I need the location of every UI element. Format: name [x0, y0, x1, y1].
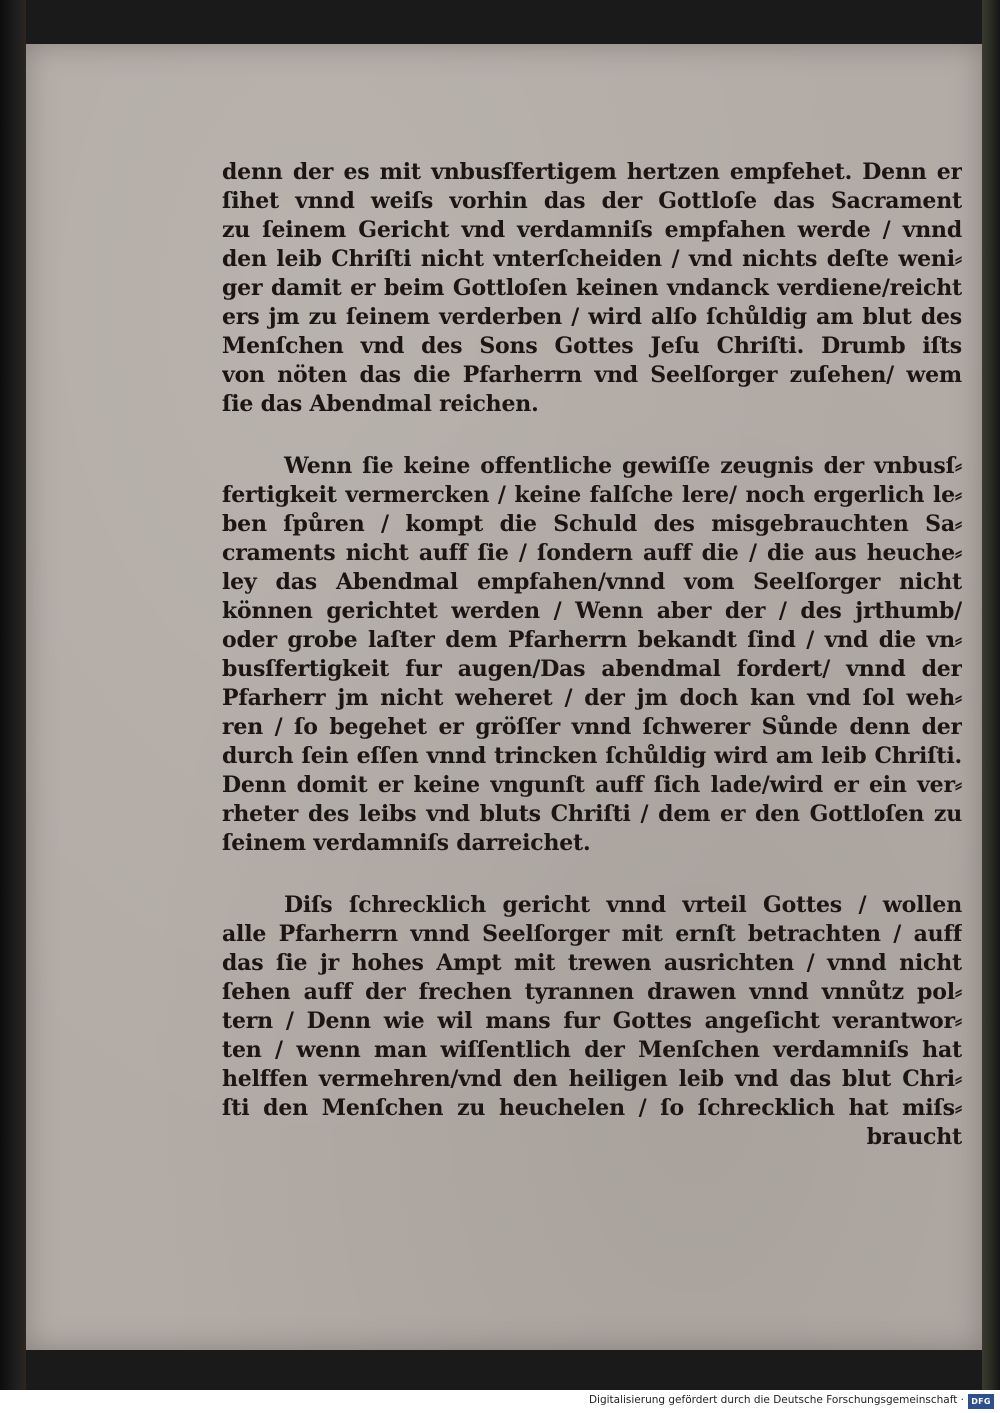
text-line: ſeinem verdamniſs darreichet. — [222, 830, 591, 856]
text-line: das ſie jr hohes Ampt mit trewen ausrichten / vnnd nicht — [222, 950, 962, 976]
scan-left-edge — [0, 0, 26, 1390]
text-line: oder grobe laſter dem Pfarherrn bekandt ſind / vnd die vn⸗ — [222, 627, 962, 653]
funding-credit: Digitalisierung gefördert durch die Deutsche Forschungsgemeinschaft · — [588, 1394, 964, 1406]
text-line: rheter des leibs vnd bluts Chriſti / dem er den Gottloſen zu — [222, 801, 962, 827]
body-text — [222, 158, 962, 1185]
scan-right-edge — [982, 0, 1000, 1390]
text-line: können gerichtet werden / Wenn aber der / des jrthumb/ — [222, 598, 962, 624]
text-line: helffen vermehren/vnd den heiligen leib vnd das blut Chri⸗ — [222, 1066, 962, 1092]
text-line: Denn domit er keine vngunſt auff ſich lade/wird er ein ver⸗ — [222, 772, 962, 798]
text-line: Pfarherr jm nicht weheret / der jm doch kan vnd ſol weh⸗ — [222, 685, 962, 711]
text-line: ger damit er beim Gottloſen keinen vndanck verdiene/reicht — [222, 275, 962, 301]
scanned-page — [26, 44, 982, 1350]
text-line: Wenn ſie keine offentliche gewiſſe zeugnis der vnbusſ⸗ — [284, 453, 962, 479]
text-line: ers jm zu ſeinem verderben / wird alſo ſchůldig am blut des — [222, 304, 962, 330]
text-line: ley das Abendmal empfahen/vnnd vom Seelſorger nicht — [222, 569, 962, 595]
paragraph-3 — [222, 891, 962, 1152]
text-line: ſehen auff der frechen tyrannen drawen vnnd vnnůtz pol⸗ — [222, 979, 962, 1005]
paragraph-1 — [222, 158, 962, 419]
footer-bar — [0, 1390, 1000, 1413]
text-line: denn der es mit vnbusſfertigem hertzen empfehet. Denn er — [222, 159, 962, 185]
text-line: fertigkeit vermercken / keine falſche lere/ noch ergerlich le⸗ — [222, 482, 962, 508]
text-line: Diſs ſchrecklich gericht vnnd vrteil Gottes / wollen — [284, 892, 962, 918]
text-line: busſfertigkeit fur augen/Das abendmal fordert/ vnnd der — [222, 656, 962, 682]
text-line: von nöten das die Pfarherrn vnd Seelſorger zuſehen/ wem — [222, 362, 962, 388]
text-line: zu ſeinem Gericht vnd verdamniſs empfahen werde / vnnd — [222, 217, 962, 243]
text-line: den leib Chriſti nicht vnterſcheiden / vnd nichts deſte weni⸗ — [222, 246, 962, 272]
catchword: braucht — [866, 1124, 962, 1150]
text-line: Menſchen vnd des Sons Gottes Jeſu Chriſti. Drumb iſts — [222, 333, 962, 359]
text-line: ren / ſo begehet er gröſſer vnnd ſchwerer Sůnde denn der — [222, 714, 962, 740]
text-line: tern / Denn wie wil mans fur Gottes angeſicht verantwor⸗ — [222, 1008, 962, 1034]
dfg-logo: DFG — [968, 1394, 994, 1409]
text-line: ſti den Menſchen zu heuchelen / ſo ſchrecklich hat miſs⸗ — [222, 1095, 962, 1121]
paragraph-2 — [222, 452, 962, 858]
text-line: durch ſein eſſen vnnd trincken ſchůldig wird am leib Chriſti. — [222, 743, 962, 769]
text-line: ſihet vnnd weiſs vorhin das der Gottloſe das Sacrament — [222, 188, 962, 214]
text-line: alle Pfarherrn vnnd Seelſorger mit ernſt betrachten / auff — [222, 921, 962, 947]
text-line: ſie das Abendmal reichen. — [222, 391, 539, 417]
text-line: ben ſpůren / kompt die Schuld des misgebrauchten Sa⸗ — [222, 511, 962, 537]
text-line: craments nicht auff ſie / ſondern auff die / die aus heuche⸗ — [222, 540, 962, 566]
text-line: ten / wenn man wiſſentlich der Menſchen verdamniſs hat — [222, 1037, 962, 1063]
